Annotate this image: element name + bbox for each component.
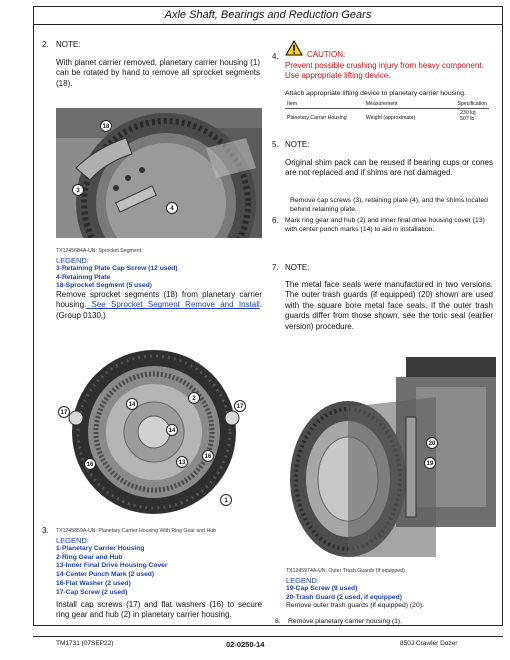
legend-item: 14-Center Punch Mark (2 used) [56, 571, 155, 579]
step-4-number: 4. [272, 52, 279, 61]
spec-table [285, 100, 489, 123]
step-4-instruction: Attach appropriate lifting device to planetary carrier housing. [285, 90, 466, 97]
sprocket-segment-link[interactable]: See Sprocket Segment Remove and Install [86, 300, 260, 310]
callout-14-top: 14 [126, 398, 138, 410]
planetary-carrier-illustration [56, 348, 252, 516]
spec-cell-item: Planetary Carrier Housing [287, 115, 347, 121]
planetary-carrier-figure [56, 348, 252, 516]
callout-3: 3 [72, 184, 84, 196]
figure-caption-sprocket: TX1245684A-UN: Sprocket Segment [56, 248, 142, 254]
footer-manual-id: TM1731 (07SEP22) [56, 640, 114, 647]
callout-2: 2 [188, 392, 200, 404]
step-7-note-label: NOTE: [285, 263, 310, 272]
trash-guard-figure [286, 357, 496, 557]
callout-18: 18 [100, 120, 112, 132]
caution-text: Prevent possible crushing injury from heavy component. Use appropriate lifting device. [285, 61, 484, 81]
step-5-note-label: NOTE: [285, 140, 310, 149]
step-2-note-text: With planet carrier removed, planetary carrier housing (1) can be rotated by hand to remove all sprocket segments (18). [56, 58, 260, 88]
warning-triangle-icon [285, 40, 303, 61]
callout-19: 19 [424, 457, 436, 469]
page-header-title: Axle Shaft, Bearings and Reduction Gears [164, 9, 372, 21]
legend-title: LEGEND: [56, 256, 89, 265]
spec-header-item: Item [285, 100, 364, 109]
legend-title: LEGEND: [286, 576, 319, 585]
legend-item: 4-Retaining Plate [56, 273, 111, 281]
legend-list-sprocket [56, 265, 266, 291]
step-6-instruction: Mark ring gear and hub (2) and inner final drive housing cover (13) with center punch marks (14) to aid in installation. [285, 217, 485, 233]
legend-item: 3-Retaining Plate Cap Screw (12 used) [56, 265, 178, 272]
legend-list-trash-guard [286, 585, 496, 602]
step-5-number: 5. [272, 140, 279, 149]
legend-item: 13-Inner Final Drive Housing Cover [56, 562, 168, 570]
step-7-number: 7. [272, 263, 279, 272]
legend-item: 17-Cap Screw (2 used) [56, 588, 128, 596]
step-6-number: 6. [272, 216, 279, 225]
step-7-note-text: The metal face seals were manufactured in two versions. The outer trash guards (if equipped) (20) shown are used with the square bore metal face seals. If the outer trash guards differ from those shown, see the toric seal (earlier version) procedure. [285, 280, 493, 331]
callout-14-center: 14 [166, 424, 178, 436]
trash-guard-illustration [286, 357, 496, 557]
callout-13: 13 [176, 456, 188, 468]
legend-title: LEGEND: [56, 536, 89, 545]
legend-item: 18-Sprocket Segment (5 used) [56, 282, 152, 290]
spec-header-specification: Specification [430, 100, 489, 109]
step-2-instruction [56, 290, 262, 321]
legend-item: 2-Ring Gear and Hub [56, 553, 123, 561]
footer-model: 850J Crawler Dozer [400, 640, 458, 647]
figure-caption-trash-guard: TX1245974A-UN: Outer Trash Guards (If equipped) [286, 568, 405, 574]
legend-item: 19-Cap Screw (9 used) [286, 585, 358, 592]
step-2-note-label: NOTE: [56, 40, 81, 49]
callout-16-right: 16 [202, 450, 214, 462]
sprocket-segment-figure [56, 108, 262, 238]
spec-cell-measurement: Weight (approximate) [365, 115, 416, 121]
step-2-number: 2. [42, 40, 49, 49]
spec-value-lb: 507 lb [460, 116, 475, 122]
callout-20: 20 [426, 437, 438, 449]
figure-caption-carrier: TX1245859A-UN: Planetary Carrier Housing With Ring Gear and Hub [56, 528, 217, 534]
step-5-note-text: Original shim pack can be reused if bearing cups or cones are not replaced and if shims are not damaged. [285, 158, 493, 178]
callout-4: 4 [166, 202, 178, 214]
spec-cell-value [430, 109, 489, 124]
callout-1: 1 [220, 494, 232, 506]
legend-item: 20-Trash Guard (2 used, if equipped) [286, 593, 402, 601]
header-rule [33, 24, 503, 25]
callout-17-left: 17 [58, 406, 70, 418]
spec-value-kg: 230 kg [460, 110, 476, 116]
step-2-instruction-tail: . (Group 0130.) [56, 300, 262, 320]
step-3-number: 3. [42, 526, 49, 535]
step-3-instruction: Install cap screws (17) and flat washers (16) to secure ring gear and hub (2) in planetary carrier housing. [56, 600, 262, 620]
legend-list-carrier [56, 545, 262, 597]
caution-label: CAUTION: [307, 50, 346, 59]
step-8-number: 8. [275, 618, 281, 625]
step-5-instruction: Remove cap screws (3), retaining plate (4), and the shims located behind retaining plate. [290, 197, 488, 213]
sprocket-segment-illustration [56, 108, 262, 238]
step-2-instruction-text: Remove sprocket segments (18) from planetary carrier housing. [56, 290, 262, 310]
callout-17-right: 17 [234, 400, 246, 412]
footer-page-number: 02-0250-14 [226, 640, 265, 649]
step-8-instruction: Remove planetary carrier housing (1). [288, 618, 403, 625]
legend-item: 1-Planetary Carrier Housing [56, 545, 145, 552]
callout-16-left: 16 [84, 458, 96, 470]
step-7-instruction: Remove outer trash guards (if equipped) (20). [286, 602, 424, 609]
legend-item: 16-Flat Washer (2 used) [56, 579, 131, 587]
spec-header-measurement: Measurement [364, 100, 430, 109]
footer-rule [33, 636, 503, 637]
